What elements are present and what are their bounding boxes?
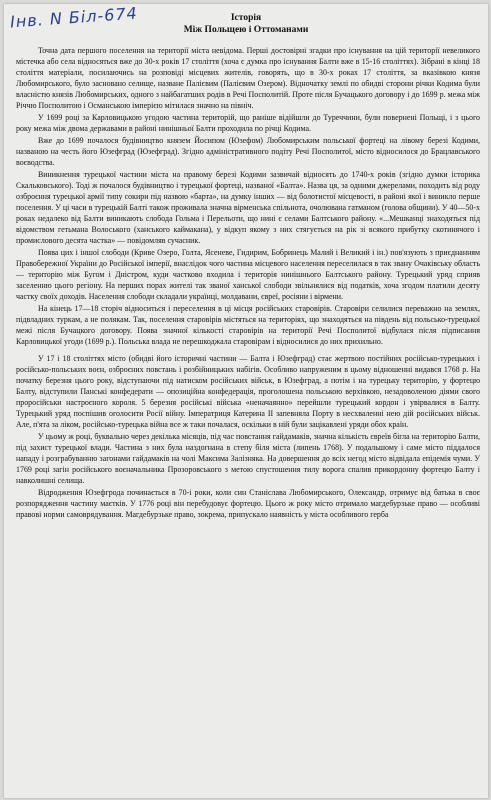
document-header — [4, 12, 488, 36]
paragraph: Вже до 1699 почалося будівництво князем Йосипом (Юзефом) Любомирським польської фортеці на лівому березі Кодими, названою на честь його Юзефград (Юзефград). Згідно адміністративного подіту Речі Посполитої, місто відносилося до Брацлавського воєводства. — [16, 136, 480, 167]
page-title: Історія — [230, 13, 262, 23]
paragraph: У цьому ж році, буквально через декілька місяців, під час повстання гайдамаків, значна кількість євреїв бігла на територію Балти, під захист турецької влади. Частина з них була наздогнана в степу біля міста (липень 1768). У подальшому і саме місто піддалося нападу і розграбуванню загонами гайдамаків на чолі Максима Залізняка. На довершення до всіх негод місто відвідала епідемія чуми. У 1769 році загін російського воєначальника Прозоровського з метою спустошення тилу ворога спалив прикордонну фортецю Балту і навколишні селища. — [16, 432, 480, 485]
document-page — [4, 4, 488, 798]
paragraph: У 1699 році за Карловицькою угодою частина територій, що раніше відійшли до Туреччини, були повернені Польщі, і з цього року межа між двома державами в районі нинішньої Балти проходила по річці Кодима. — [16, 113, 480, 133]
paragraph: Відродження Юзефгрода починається в 70-і роки, коли син Станіслава Любомирського, Олександр, отримує від батька в своє розпорядження частину маєтків. У 1776 році він перебудовує фортецю. Цього ж року місто отримало магдебурзьке право — особливі правові норми самоврядування. Магдебурзьке право, зокрема, припускало наявність у міста особливого герба — [16, 488, 480, 519]
document-body — [16, 45, 480, 521]
inventory-stamp: Інв. N Біл-674 — [9, 4, 139, 32]
paragraph: Точна дата першого поселення на території міста невідома. Перші достовірні згадки про існування на цій території невеликого містечка або села відносяться вже до 30-х років 17 століття (хоча є думка про існування Балти вже в 15-16 століттях). Зібрані в кінці 18 століття матеріали, посилаючись на розповіді місцевих жителів, говорять, що в 30-х роках 17 століття, за вказівкою князя Любомирського, було засновано селище, назване Палієвим (Палієвим Озером). Відночатку землі по обидві сторони річки Кодима були власністю князів Любомирських, одного з найбагатших родів в Речі Посполитій. Проте після Бучацького договору і до 1699 р. межа між Річчю Посполитою і Османською імперією мітилася значно на північ. — [16, 46, 480, 110]
paragraph: На кінець 17—18 сторіч відноситься і переселення в ці місця російських старовірів. Старовіри селилися переважно на землях, підвладних туркам, а не полякам. Так, поселення старовірів містяться на територіях, що знаходяться на південь від польсько-турецької межі після Бучацкого договору. Поява значної кількості старовірів на території Речі Посполитої відбулася після підписання Карловицької угоди (1699 р.). Польська влада не перешкоджала старовірам і відносилися до них прихильно. — [16, 304, 480, 346]
paragraph: У 17 і 18 століттях місто (обидві його історичні частини — Балта і Юзефград) стає жертвою постійних російсько-турецьких і російсько-польських воєн, озброєних повстань і розбійницьких набігів. Особливо напруженим в цьому відношенні видався 1768 р. На початку березня цього року, відступаючи під натиском російських військ, в Юзефград, а потім і на турецьку територію, у фортецю Балту, відступили Панські конфедерати — опозиційна конфедерація, проголошена польською верхівкою, незадоволеною діями свого проросійськи настроєного короля. 5 березня російські війська «неначаянно» перейшли турецький кордон і увірвалися в Балту. Турецький уряд поспішив оголосити Росії війну. Імператриця Катерина II запевняла Порту в несхваленні нею дій російських військ. Але, п'ята за ліком, російсько-турецька війна все ж таки почалася, оскільки в ній були зацікавлені уряди обох країн. — [16, 354, 480, 429]
paragraph: Поява цих і іншої слободи (Криве Озеро, Голта, Ясеневе, Гидирим, Бобринець Малий і Великий і ін.) пов'язують з приєднанням Правобережної України до Російської імперії, внаслідок чого частина місцевого населення переселилася в так звану Очаківську область — територію між Бугом і Дністром, куди частково входила і територія нинішнього Балтського району. Турецький уряд сприяв заселенню цього регіону. На перших порах жителі так званої ханської слободи звільнялися від податків, хоча згодом платили десяту частку своїх доходів. Населення слободи складали українці, молдавани, євреї, росіяни і вірмени. — [16, 248, 480, 301]
paragraph: Виникнення турецької частини міста на правому березі Кодими зазвичай відносять до 1740-х років (згідно думки історика Скальковського). Тоді ж почалося будівництво і турецької фортеці, названої «Балта». Назва ця, за одними джерелами, походить від роду озброєння турецької армії типу сокири під назвою «барта», на думку інших — від болотистої місцевості, в районі якої і виникло перше поселення. У ці часи в турецькій Балті також проживала значна вірменська спільнота, очолювана гатманом (голова общини). У 40—50-х роках недалеко від Балти виникають слобода Гольма і Перельоти, що нині є селами Балтського району. «...Мешканці знаходяться під відомством гетьмана Волоського (ханського каймакана), у відкуп якому з них стягується на рік зі всякого прибутку скотинячого і промислового десята частка» — повідомляв сучасник. — [16, 170, 480, 245]
page-subtitle: Між Польщею і Оттоманами — [183, 25, 309, 35]
